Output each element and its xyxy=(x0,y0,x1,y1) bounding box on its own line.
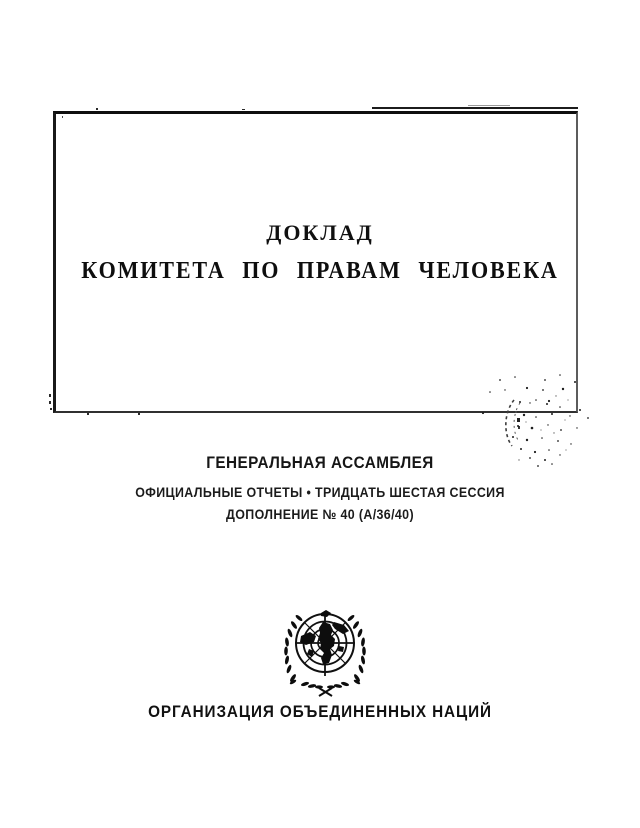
supplement-line: ДОПОЛНЕНИЕ № 40 (А/36/40) xyxy=(226,507,414,522)
scan-speck xyxy=(62,116,63,118)
scan-speck xyxy=(49,394,51,397)
scan-speck xyxy=(49,401,51,404)
assembly-heading: ГЕНЕРАЛЬНАЯ АССАМБЛЕЯ xyxy=(206,453,434,472)
organization-name: ОРГАНИЗАЦИЯ ОБЪЕДИНЕННЫХ НАЦИЙ xyxy=(148,702,492,721)
scan-artifact-line xyxy=(468,105,510,106)
scan-speck xyxy=(138,413,140,415)
official-records-line: ОФИЦИАЛЬНЫЕ ОТЧЕТЫ • ТРИДЦАТЬ ШЕСТАЯ СЕССИЯ xyxy=(135,485,505,500)
report-subtitle: КОМИТЕТА ПО ПРАВАМ ЧЕЛОВЕКА xyxy=(81,258,559,284)
scan-speck xyxy=(96,108,98,110)
scan-speck xyxy=(50,408,52,410)
scan-artifact-line xyxy=(372,107,578,109)
report-title: ДОКЛАД xyxy=(266,220,374,245)
un-emblem-icon xyxy=(279,606,373,698)
scan-speck xyxy=(87,413,89,415)
scan-speck xyxy=(242,109,245,110)
